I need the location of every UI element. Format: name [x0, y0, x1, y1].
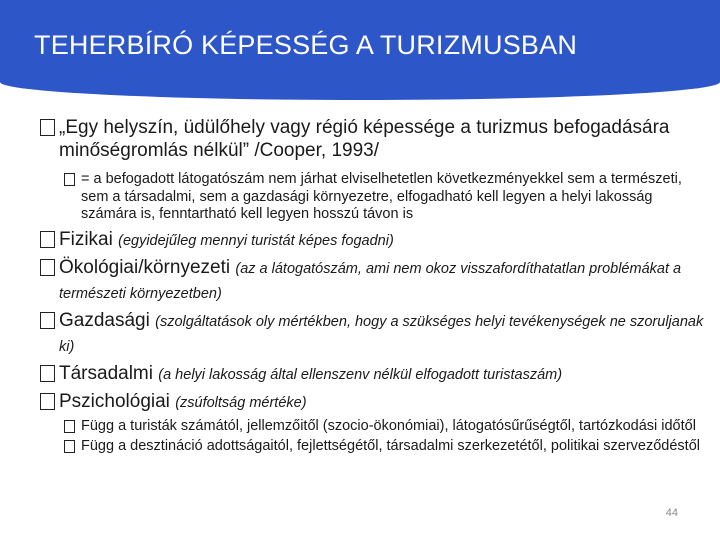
- square-bullet-icon: [64, 440, 75, 453]
- definition-bullet: [46, 116, 706, 162]
- dependency-text: Függ a desztináció adottságaitól, fejlettségétől, társadalmi szerkezetétől, politikai szerveződéstől: [81, 438, 700, 454]
- dependency-text: Függ a turisták számától, jellemzőitől (szocio-ökonómiai), látogatósűrűségtől, tartózkodási időtől: [81, 417, 696, 434]
- type-note: (egyidejűleg mennyi turistát képes fogadni): [118, 232, 394, 249]
- square-bullet-icon: [64, 173, 75, 186]
- square-bullet-icon: [40, 259, 55, 276]
- square-bullet-icon: [40, 231, 55, 248]
- slide-title: TEHERBÍRÓ KÉPESSÉG A TURIZMUSBAN: [34, 30, 578, 60]
- type-item-fizikai: [46, 228, 706, 253]
- type-note: (szolgáltatások oly mértékben, hogy a szükséges helyi tevékenységek ne szoruljanak ki): [59, 313, 704, 355]
- dependency-bullet: [64, 438, 706, 456]
- square-bullet-icon: [40, 119, 55, 136]
- type-label: Ökológiai/környezeti: [59, 256, 231, 278]
- explanation-bullet: [64, 171, 706, 224]
- type-note: (az a látogatószám, ami nem okoz visszafordíthatatlan problémákat a természeti környezetben): [59, 260, 682, 302]
- page-number: 44: [665, 507, 678, 519]
- type-item-gazdasagi: [46, 309, 706, 359]
- square-bullet-icon: [40, 365, 55, 382]
- type-item-okologiai: [46, 256, 706, 306]
- square-bullet-icon: [40, 312, 55, 329]
- definition-text: „Egy helyszín, üdülőhely vagy régió képessége a turizmus befogadására minőségromlás nélkül” /Cooper, 1993/: [59, 117, 670, 161]
- square-bullet-icon: [64, 420, 75, 433]
- dependency-bullet: [64, 418, 706, 436]
- type-note: (a helyi lakosság által ellenszenv nélkül elfogadott turistaszám): [158, 366, 563, 383]
- type-note: (zsúfoltság mértéke): [175, 394, 307, 411]
- type-label: Társadalmi: [59, 362, 153, 384]
- square-bullet-icon: [40, 393, 55, 410]
- type-item-tarsadalmi: [46, 362, 706, 387]
- type-label: Pszichológiai: [59, 390, 170, 412]
- type-label: Gazdasági: [59, 309, 150, 331]
- type-label: Fizikai: [59, 228, 113, 250]
- explanation-text: = a befogadott látogatószám nem járhat elviselhetetlen következményekkel sem a természeti, sem a társadalmi, sem a gazdasági környezetre, elfogadható kell legyen a helyi lakosság számára is, fenntartható kell legyen hosszú távon is: [81, 171, 682, 222]
- title-banner: [0, 0, 720, 100]
- type-item-pszichologiai: [46, 390, 706, 415]
- slide-content: [46, 116, 706, 459]
